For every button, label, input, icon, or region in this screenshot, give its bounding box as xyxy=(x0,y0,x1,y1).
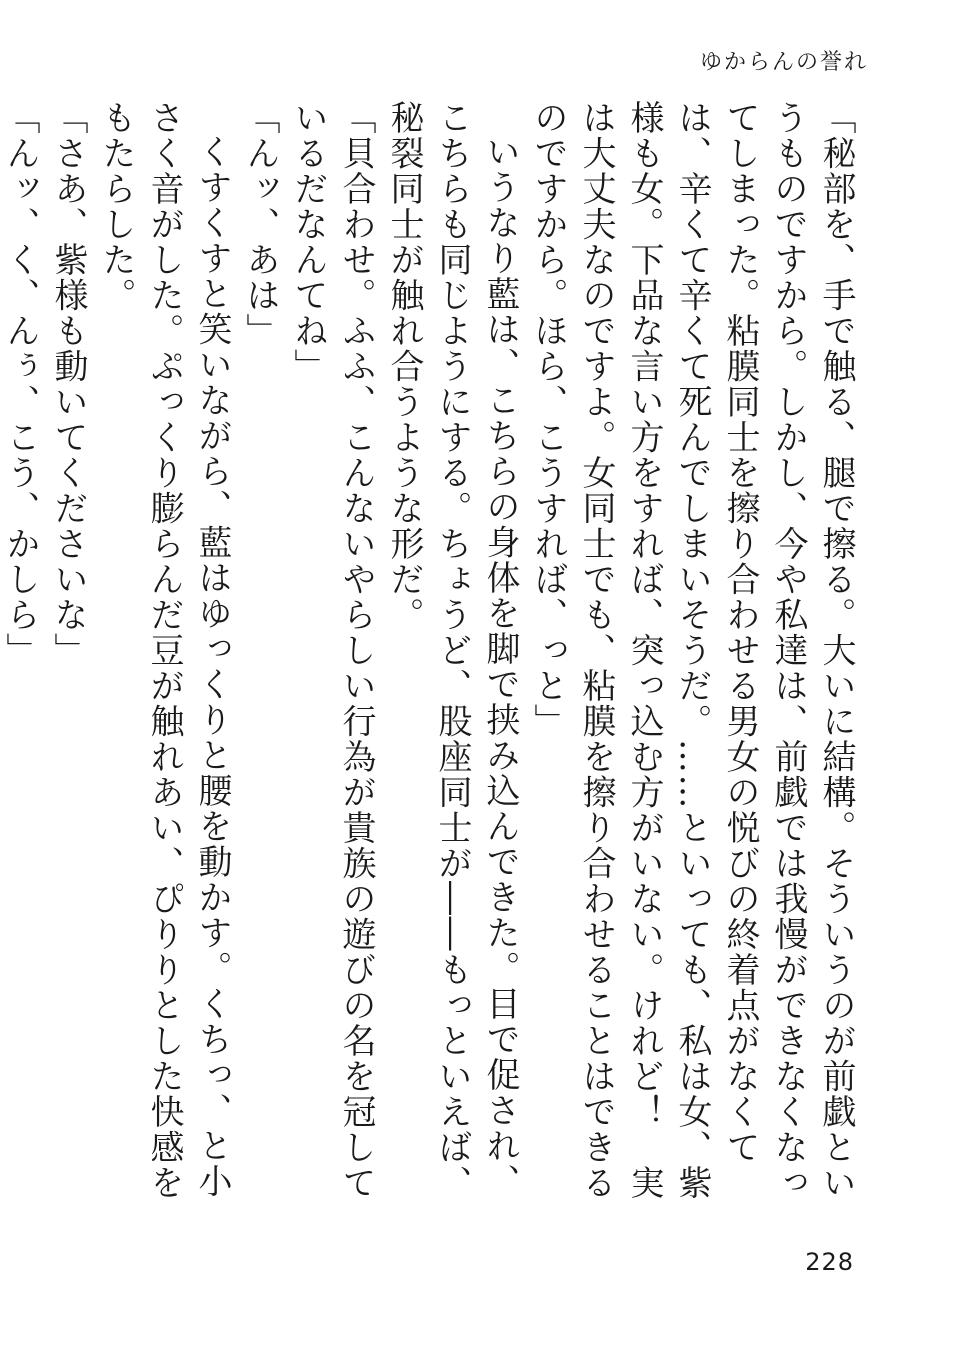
paragraph: いうなり藍は、こちらの身体を脚で挟み込んできた。目で促され、こちらも同じようにする。ちょうど、股座同士が――もっといえば、秘裂同士が触れ合うような形だ。 xyxy=(384,100,520,1201)
paragraph: 「さあ、紫様も動いてくださいな」 xyxy=(48,100,88,668)
paragraph: くすくすと笑いながら、藍はゆっくりと腰を動かす。くちっ、と小さく音がした。ぷっくり膨らんだ豆が触れあい、ぴりりとした快感をもたらした。 xyxy=(96,100,232,1201)
paragraph: 「んッ、く、んぅ、こう、かしら」 xyxy=(0,100,40,668)
paragraph: 「貝合わせ。ふふ、こんないやらしい行為が貴族の遊びの名を冠しているだなんてね」 xyxy=(288,100,376,1201)
page-number: 228 xyxy=(805,1248,854,1276)
running-head-title: ゆからんの誉れ xyxy=(699,50,868,75)
paragraph: 「んッ、あは」 xyxy=(240,100,280,349)
paragraph: 「秘部を、手で触る、腿で擦る。大いに結構。そういうのが前戯というものですから。しかし、今や私達は、前戯では我慢ができなくなってしまった。粘膜同士を擦り合わせる男女の悦びの終着点がなくては、辛くて辛くて死んでしまいそうだ。……といっても、私は女、紫様も女。下品な言い方をすれば、突っ込む方がいない。けれど！ 実は大丈夫なのですよ。女同士でも、粘膜を擦り合わせることはできるのですから。ほら、こうすれば、っと」 xyxy=(528,100,856,1201)
body-text xyxy=(0,100,860,1228)
